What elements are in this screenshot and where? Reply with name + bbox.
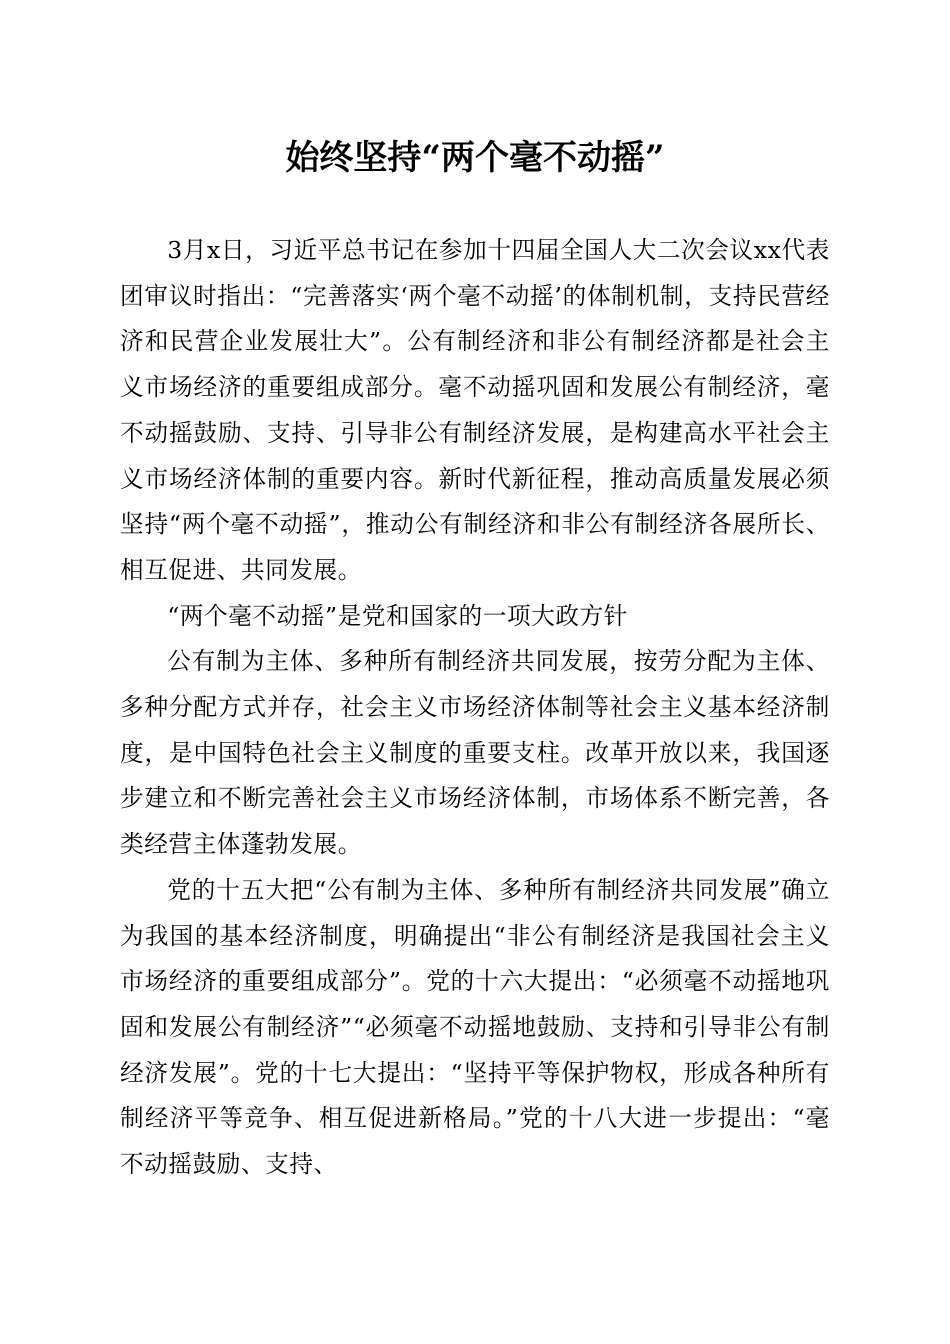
document-body <box>120 228 830 1188</box>
paragraph-section-heading: “两个毫不动摇”是党和国家的一项大政方针 <box>167 601 628 630</box>
paragraph-party-congress: 党的十五大把“公有制为主体、多种所有制经济共同发展”确立为我国的基本经济制度，明确提出“非公有制经济是我国社会主义市场经济的重要组成部分”。党的十六大提出：“必须毫不动摇地巩固和发展公有制经济”“必须毫不动摇地鼓励、支持和引导非公有制经济发展”。党的十七大提出：“坚持平等保护物权，形成各种所有制经济平等竞争、相互促进新格局。”党的十八大进一步提出：“毫不动摇鼓励、支持、 <box>120 875 830 1179</box>
paragraph-intro: 3月x日，习近平总书记在参加十四届全国人大二次会议xx代表团审议时指出：“完善落实‘两个毫不动摇’的体制机制，支持民营经济和民营企业发展壮大”。公有制经济和非公有制经济都是社会主义市场经济的重要组成部分。毫不动摇巩固和发展公有制经济，毫不动摇鼓励、支持、引导非公有制经济发展，是构建高水平社会主义市场经济体制的重要内容。新时代新征程，推动高质量发展必须坚持“两个毫不动摇”，推动公有制经济和非公有制经济各展所长、相互促进、共同发展。 <box>120 236 830 584</box>
paragraph-basic-system: 公有制为主体、多种所有制经济共同发展，按劳分配为主体、多种分配方式并存，社会主义市场经济体制等社会主义基本经济制度，是中国特色社会主义制度的重要支柱。改革开放以来，我国逐步建立和不断完善社会主义市场经济体制，市场体系不断完善，各类经营主体蓬勃发展。 <box>120 647 830 859</box>
document-title: 始终坚持“两个毫不动摇” <box>285 138 665 178</box>
